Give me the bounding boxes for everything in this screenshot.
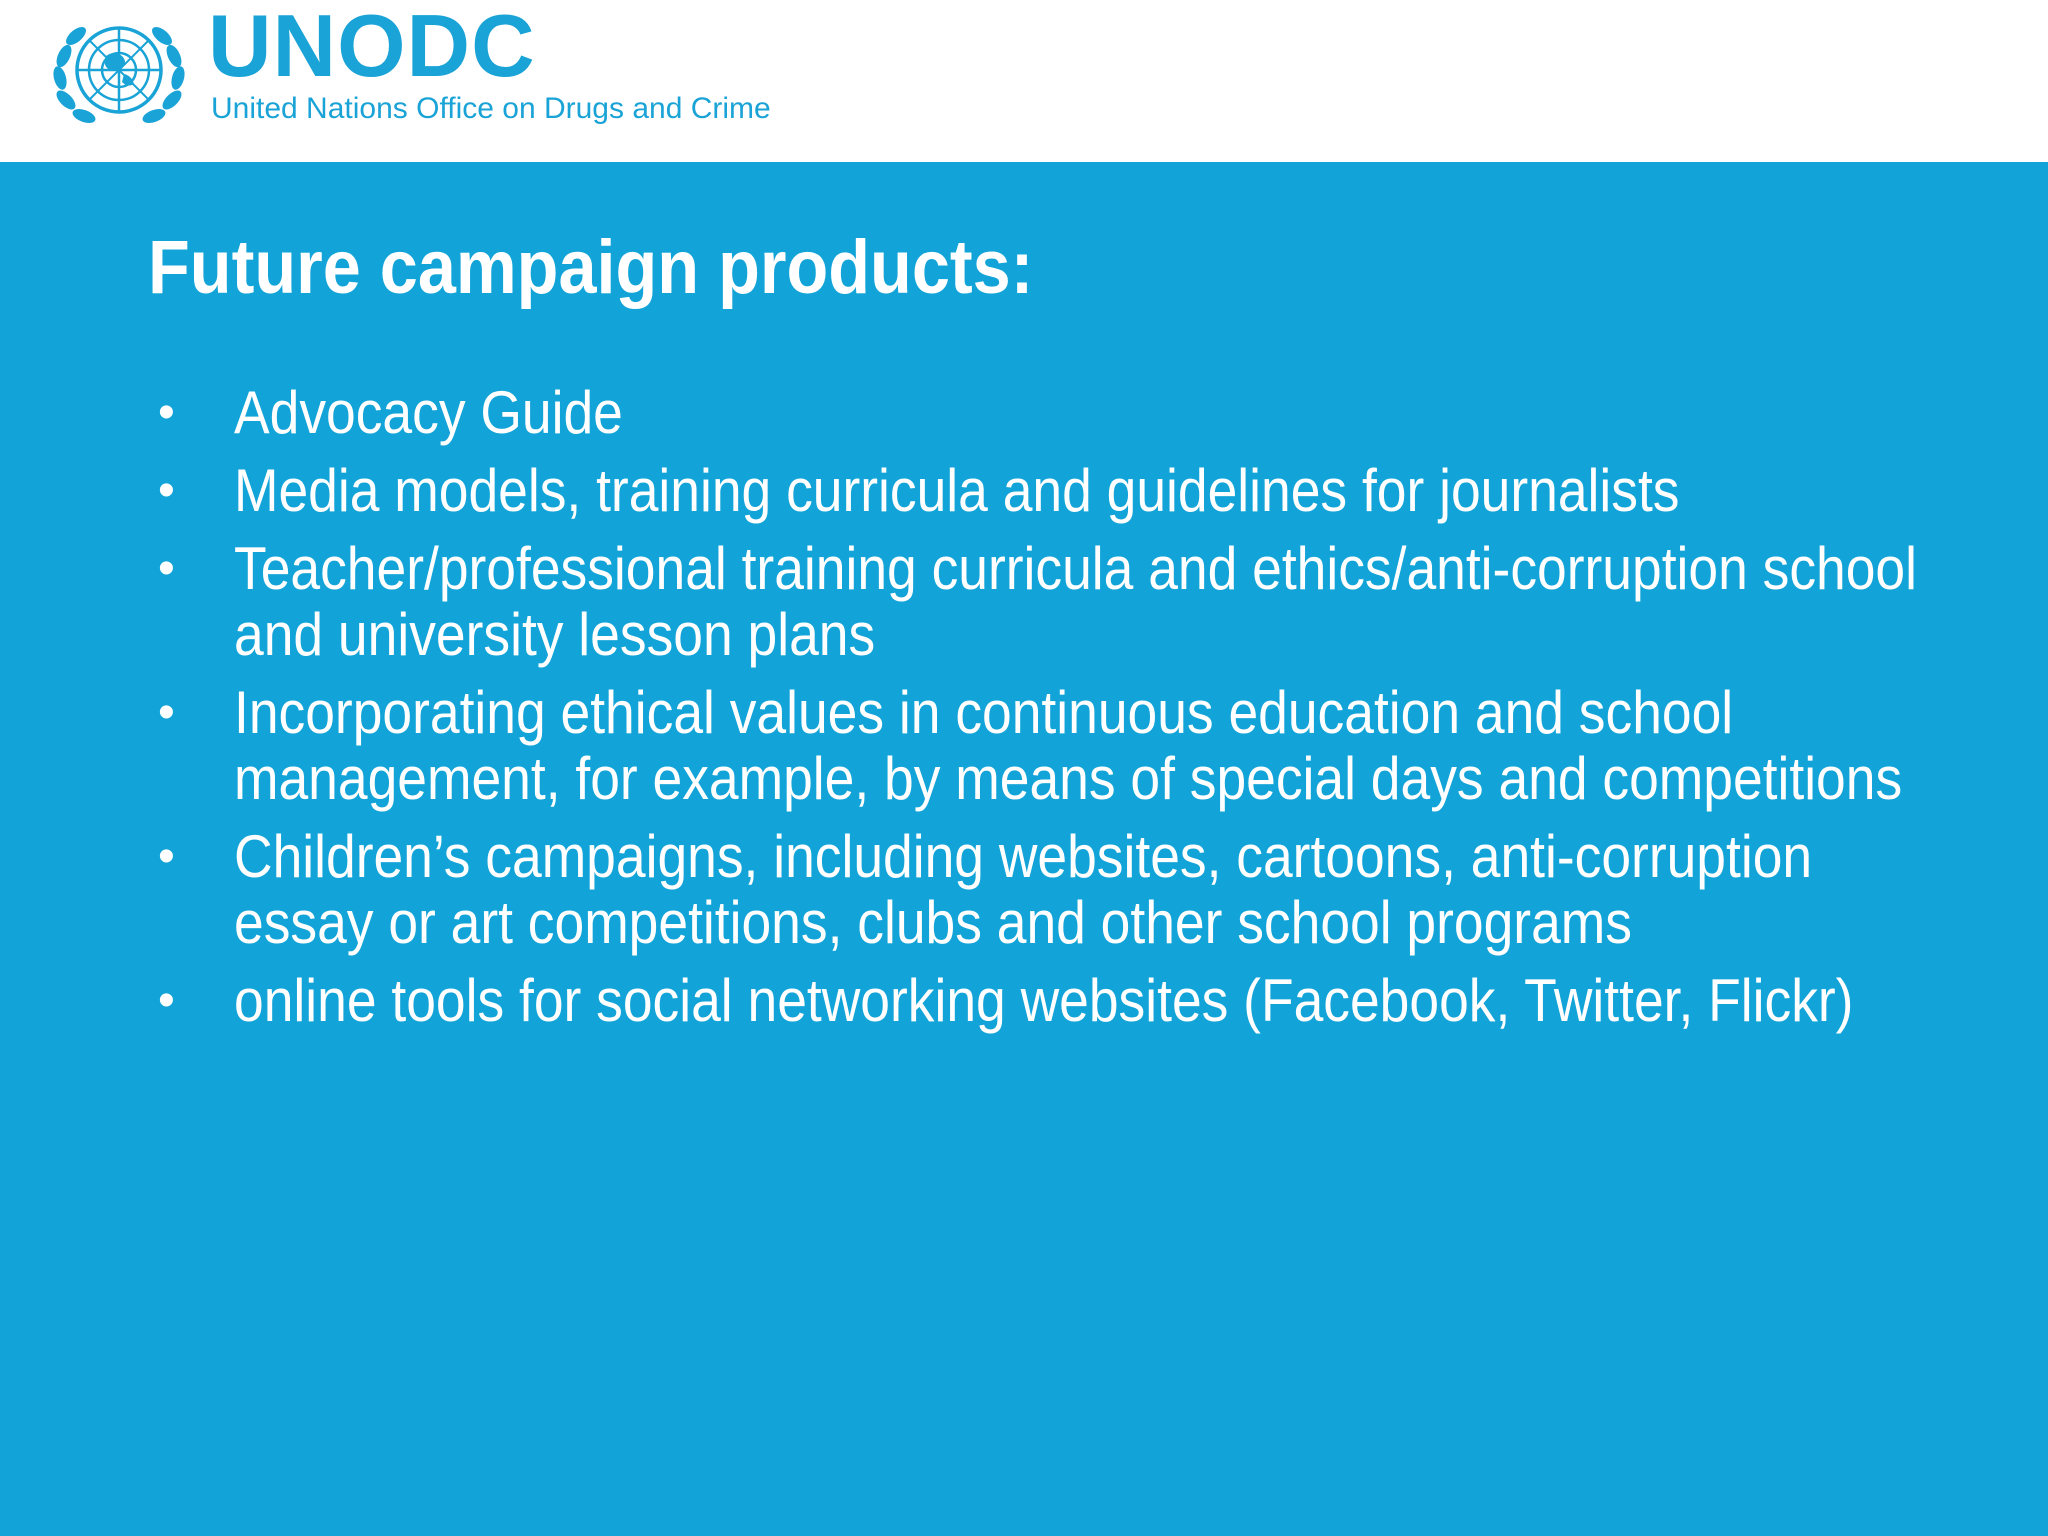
- logo-wordmark: UNODC: [208, 0, 536, 95]
- slide-title: Future campaign products:: [148, 225, 1034, 310]
- bullet-text: online tools for social networking websites (Facebook, Twitter, Flickr): [234, 967, 1854, 1034]
- bullet-text: Advocacy Guide: [234, 379, 623, 446]
- bullet-item: [148, 824, 1954, 956]
- bullet-icon: •: [158, 830, 175, 883]
- bullet-icon: •: [158, 542, 175, 595]
- bullet-list: [148, 380, 2008, 1046]
- un-emblem-icon: [44, 8, 194, 133]
- logo-subtitle: United Nations Office on Drugs and Crime: [211, 92, 771, 125]
- bullet-item: [148, 536, 1954, 668]
- header-bar: [0, 0, 2048, 162]
- bullet-text: Teacher/professional training curricula and ethics/anti-corruption school and university lesson plans: [234, 535, 1917, 668]
- bullet-icon: •: [158, 464, 175, 517]
- bullet-item: [148, 458, 1954, 524]
- bullet-item: [148, 380, 1954, 446]
- bullet-icon: •: [158, 974, 175, 1027]
- bullet-text: Media models, training curricula and guidelines for journalists: [234, 457, 1680, 524]
- bullet-text: Incorporating ethical values in continuous education and school management, for example, by means of special days and competitions: [234, 679, 1903, 812]
- bullet-item: [148, 680, 1954, 812]
- bullet-item: [148, 968, 1954, 1034]
- bullet-text: Children’s campaigns, including websites, cartoons, anti-corruption essay or art competitions, clubs and other school programs: [234, 823, 1813, 956]
- bullet-icon: •: [158, 386, 175, 439]
- bullet-icon: •: [158, 686, 175, 739]
